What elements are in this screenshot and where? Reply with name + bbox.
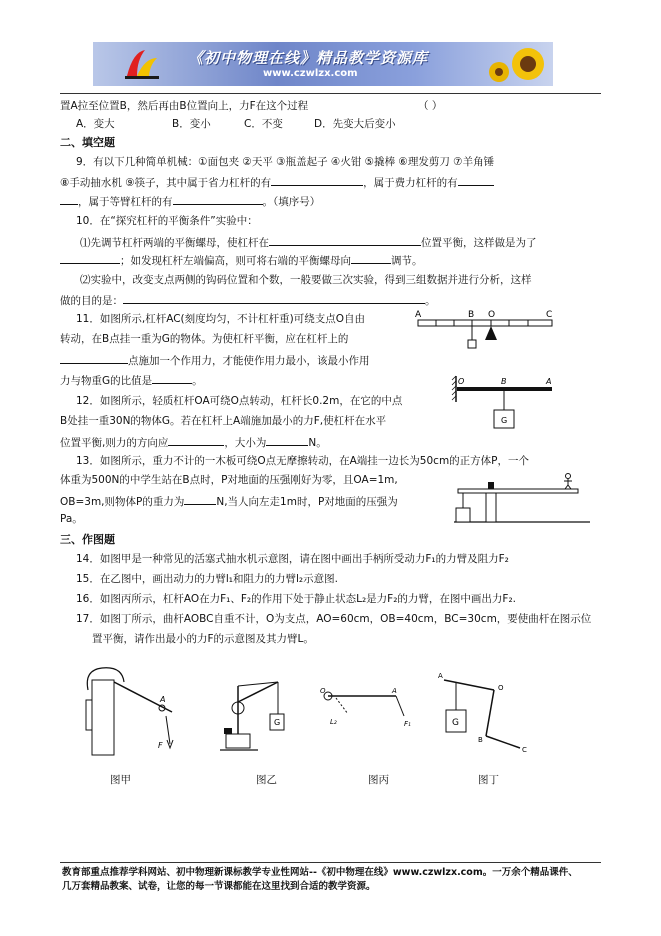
q11-line2: 转动，在B点挂一重为G的物体。为使杠杆平衡，应在杠杆上的 bbox=[60, 333, 349, 345]
caption-yi: 图乙 bbox=[256, 774, 277, 786]
q10-text-d: 调节。 bbox=[391, 255, 423, 267]
q9-blank-lever-saving[interactable] bbox=[271, 174, 363, 186]
banner-title: 《初中物理在线》精品教学资源库 bbox=[188, 49, 429, 67]
q9-line3 bbox=[60, 193, 320, 209]
q10-line3 bbox=[60, 252, 423, 268]
q10-text-e: 做的目的是： bbox=[60, 295, 123, 307]
answer-paren: （ ） bbox=[418, 100, 443, 112]
q12-label-a: A bbox=[546, 377, 552, 386]
logo-icon bbox=[123, 46, 163, 82]
q11-label-c: C bbox=[546, 310, 553, 320]
q13-line2: 体重为500N的中学生站在B点时，P对地面的压强刚好为零，且OA=1m, bbox=[60, 474, 398, 486]
q9-blank-equal-arm[interactable] bbox=[173, 193, 263, 205]
figure-jia-pump bbox=[82, 660, 192, 760]
q11-line3 bbox=[60, 352, 370, 368]
figure-bing-lever bbox=[318, 684, 418, 734]
fig-bing-label-o: O bbox=[320, 687, 326, 695]
figure-yi-crane bbox=[206, 672, 296, 754]
header-banner bbox=[93, 42, 553, 86]
footer-line1: 教育部重点推荐学科网站、初中物理新课标教学专业性网站--《初中物理在线》www.czwlzx.com。一万余个精品课件、 bbox=[62, 867, 578, 878]
prev-question-line: 置A拉至位置B，然后再由B位置向上，力F在这个过程 bbox=[60, 100, 309, 112]
q9-line1: 9．有以下几种简单机械：①面包夹 ②天平 ③瓶盖起子 ④火钳 ⑤撬棒 ⑥理发剪刀 ⑦羊角锤 bbox=[76, 156, 495, 168]
q11-label-o: O bbox=[488, 310, 496, 320]
fig-bing-label-f1: F₁ bbox=[404, 720, 411, 728]
q9-blank-lever-costing-cont[interactable] bbox=[60, 193, 78, 205]
q10-blank-direction[interactable] bbox=[351, 252, 391, 264]
header-rule bbox=[60, 93, 601, 94]
figure-ding-bent-rod bbox=[430, 666, 540, 762]
q12-text-a: 位置平衡,则力的方向应 bbox=[60, 437, 169, 449]
option-c: C．不变 bbox=[244, 118, 283, 130]
q9-text-c: ，属于等臂杠杆的有 bbox=[78, 196, 173, 208]
q11-weight bbox=[468, 340, 476, 348]
fig-ding-label-c: C bbox=[522, 746, 527, 754]
sunflower-icon bbox=[483, 42, 553, 86]
q13-text-c: Pa。 bbox=[60, 513, 83, 525]
q11-fulcrum bbox=[485, 326, 497, 340]
q9-text-d: 。（填序号） bbox=[262, 196, 321, 208]
q9-text-a: ⑧手动抽水机 ⑨筷子，其中属于省力杠杆的有 bbox=[60, 177, 272, 189]
option-d: D．先变大后变小 bbox=[314, 118, 396, 130]
q13-student-icon bbox=[566, 474, 571, 479]
q11-line1: 11．如图所示,杠杆AC(刻度均匀，不计杠杆重)可绕支点O自由 bbox=[76, 313, 365, 325]
q12-blank-magnitude[interactable] bbox=[266, 434, 308, 446]
q13-line3 bbox=[60, 493, 398, 509]
q13-line1: 13．如图所示，重力不计的一木板可绕O点无摩擦转动，在A端挂一边长为50cm的正方体P，一个 bbox=[76, 455, 530, 467]
banner-url: www.czwlzx.com bbox=[263, 68, 358, 79]
q13-cube-p bbox=[456, 508, 470, 522]
q10-text-a: ⑴先调节杠杆两端的平衡螺母，使杠杆在 bbox=[80, 237, 269, 249]
q10-line2 bbox=[80, 234, 537, 250]
q11-blank-ratio[interactable] bbox=[152, 372, 192, 384]
caption-jia: 图甲 bbox=[110, 774, 131, 786]
section-3-title: 三、作图题 bbox=[60, 533, 115, 546]
option-b: B．变小 bbox=[172, 118, 211, 130]
fig-ding-label-a: A bbox=[438, 672, 443, 680]
q12-blank-direction[interactable] bbox=[168, 434, 224, 446]
q12-line2: B处挂一重30N的物体G。若在杠杆上A端施加最小的力F,使杠杆在水平 bbox=[60, 415, 387, 427]
fig-yi-label-g: G bbox=[274, 718, 281, 727]
q10-line5 bbox=[60, 292, 436, 308]
caption-bing: 图丙 bbox=[368, 774, 389, 786]
q13-seesaw-diagram bbox=[452, 470, 592, 524]
q9-text-b: ，属于费力杠杆的有 bbox=[363, 177, 458, 189]
q14-text: 14．如图甲是一种常见的活塞式抽水机示意图，请在图中画出手柄所受动力F₁的力臂及阻力F₂ bbox=[76, 553, 509, 565]
fig-jia-label-f: F bbox=[158, 741, 163, 750]
q13-blank-weight[interactable] bbox=[184, 493, 216, 505]
q10-blank-position[interactable] bbox=[269, 234, 421, 246]
q10-blank-aim[interactable] bbox=[123, 292, 425, 304]
q12-text-c: N。 bbox=[308, 437, 327, 449]
fig-jia-label-a: A bbox=[160, 695, 166, 704]
q11-text-d: 。 bbox=[192, 375, 203, 387]
q11-line4 bbox=[60, 372, 203, 388]
caption-ding: 图丁 bbox=[478, 774, 499, 786]
q12-line3 bbox=[60, 434, 327, 450]
fig-ding-label-b: B bbox=[478, 736, 483, 744]
fig-ding-label-g: G bbox=[452, 718, 459, 728]
q11-text-c: 力与物重G的比值是 bbox=[60, 375, 153, 387]
q11-blank-point[interactable] bbox=[60, 352, 128, 364]
q13-line4 bbox=[60, 512, 83, 526]
q11-label-b: B bbox=[468, 310, 475, 320]
fig-bing-label-a: A bbox=[392, 687, 397, 695]
q17-line2: 置平衡，请作出最小的力F的示意图及其力臂L。 bbox=[92, 633, 314, 645]
q9-blank-lever-costing[interactable] bbox=[458, 174, 494, 186]
footer-line2: 几万套精品教案、试卷，让您的每一节课都能在这里找到合适的教学资源。 bbox=[62, 881, 376, 892]
q16-text: 16．如图丙所示，杠杆AO在力F₁、F₂的作用下处于静止状态L₂是力F₂的力臂，在图中画出力F₂. bbox=[76, 593, 517, 605]
q15-text: 15．在乙图中，画出动力的力臂l₁和阻力的力臂l₂示意图. bbox=[76, 573, 338, 585]
q13-text-a: OB=3m,则物体P的重力为 bbox=[60, 496, 185, 508]
q13-text-b: N,当人向左走1m时，P对地面的压强为 bbox=[216, 496, 398, 508]
q12-label-g: G bbox=[501, 416, 508, 425]
section-2-title: 二、填空题 bbox=[60, 136, 115, 149]
q11-label-a: A bbox=[415, 310, 422, 320]
q12-line1: 12．如图所示，轻质杠杆OA可绕O点转动，杠杆长0.2m，在它的中点 bbox=[76, 395, 403, 407]
fig-bing-label-l2: L₂ bbox=[330, 718, 337, 726]
q11-text-b: 点施加一个作用力，才能使作用力最小，该最小作用 bbox=[128, 355, 370, 367]
fig-ding-label-o: O bbox=[498, 684, 504, 692]
q12-label-b: B bbox=[501, 377, 507, 386]
q10-text-c: ；如发现杠杆左端偏高，则可将右端的平衡螺母向 bbox=[120, 255, 351, 267]
option-a: A．变大 bbox=[76, 118, 115, 130]
q12-lever-diagram bbox=[448, 372, 558, 436]
q12-text-b: ，大小为 bbox=[224, 437, 267, 449]
q9-line2 bbox=[60, 174, 494, 190]
q11-lever-diagram bbox=[412, 306, 560, 362]
q10-line1: 10．在“探究杠杆的平衡条件”实验中： bbox=[76, 215, 258, 227]
q12-label-o: O bbox=[458, 377, 465, 386]
q10-text-b: 位置平衡，这样做是为了 bbox=[421, 237, 537, 249]
footer-rule bbox=[60, 862, 601, 863]
q10-line4: ⑵实验中，改变支点两侧的钩码位置和个数，一般要做三次实验，得到三组数据并进行分析，这样 bbox=[80, 274, 532, 286]
q17-line1: 17．如图丁所示，曲杆AOBC自重不计，O为支点，AO=60cm，OB=40cm，BC=30cm，要使曲杆在图示位 bbox=[76, 613, 592, 625]
q10-text-f: 。 bbox=[425, 295, 436, 307]
q10-blank-purpose[interactable] bbox=[60, 252, 120, 264]
